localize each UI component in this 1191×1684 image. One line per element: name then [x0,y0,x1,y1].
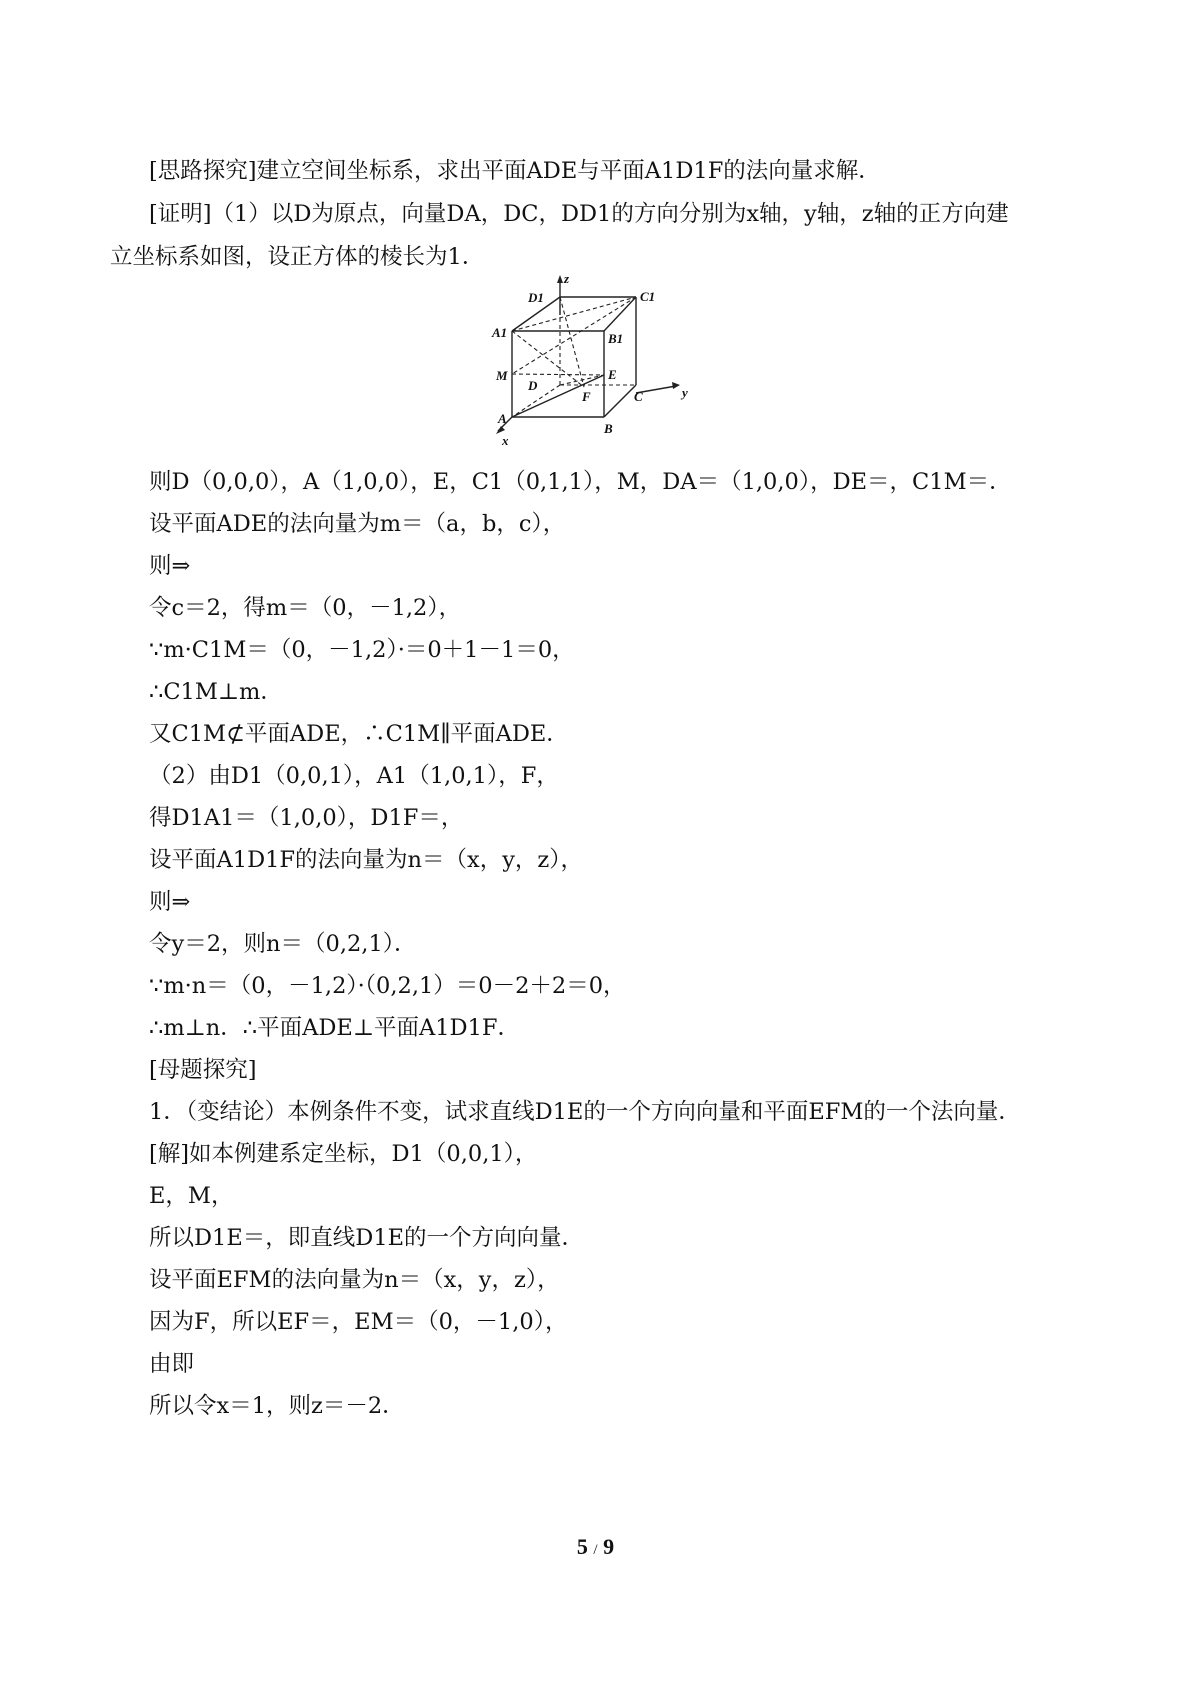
text-line: 由即 [149,1351,195,1377]
text-line: 1．（变结论）本例条件不变，试求直线D1E的一个方向向量和平面EFM的一个法向量． [149,1099,1021,1125]
text-line: 设平面ADE的法向量为m＝（a，b，c）， [149,511,566,537]
text-line: ∵m·n＝（0，－1,2）·（0,2,1）＝0－2＋2＝0， [149,973,626,999]
page-slash: / [593,1542,598,1558]
seg-de [560,375,604,385]
label-m: M [496,368,508,383]
text-line: 所以令x＝1，则z＝－2． [149,1393,405,1419]
label-x: x [502,433,509,448]
text-line: （2）由D1（0,0,1），A1（1,0,1），F， [149,763,559,789]
text-line: 得D1A1＝（1,0,0），D1F＝， [149,805,464,831]
label-c1: C1 [640,289,656,304]
text-line: 令c＝2，得m＝（0，－1,2）， [149,595,462,621]
text-line: E，M， [149,1183,234,1209]
text-line: ∵m·C1M＝（0，－1,2）·＝0＋1－1＝0， [149,637,575,663]
seg-a1f [512,331,584,387]
label-a: A [498,411,507,426]
label-c: C [634,389,643,404]
label-z: z [564,271,570,286]
edge-c1b1 [604,297,636,331]
page-number [0,1534,1191,1560]
label-b: B [604,421,613,436]
cube-figure [492,271,724,483]
label-d: D [528,378,538,393]
text-line: 又C1M⊄平面ADE，∴C1M∥平面ADE． [149,721,569,747]
text-line: 则D（0,0,0），A（1,0,0），E，C1（0,1,1），M，DA＝（1,0,0），DE＝，C1M＝． [149,469,1012,495]
label-a1: A1 [492,325,508,340]
text-line: 立坐标系如图，设正方体的棱长为1． [110,244,485,270]
text-line: 因为F，所以EF＝，EM＝（0，－1,0）， [149,1309,568,1335]
text-line: [思路探究]建立空间坐标系，求出平面ADE与平面A1D1F的法向量求解． [149,158,881,184]
text-line: 所以D1E＝，即直线D1E的一个方向向量． [149,1225,585,1251]
text-line: ∴C1M⊥m． [149,679,283,705]
text-line: ∴m⊥n．∴平面ADE⊥平面A1D1F． [149,1015,521,1041]
label-d1: D1 [528,290,544,305]
text-line: [证明]（1）以D为原点，向量DA，DC，DD1的方向分别为x轴，y轴，z轴的正方向建 [149,201,1009,227]
text-line: 则⇒ [149,889,191,915]
text-line: [解]如本例建系定坐标，D1（0,0,1）， [149,1141,538,1167]
text-line: [母题探究] [149,1057,257,1083]
page-current: 5 [576,1534,588,1559]
label-f: F [582,389,591,404]
label-b1: B1 [608,331,624,346]
text-line: 则⇒ [149,553,191,579]
seg-me [512,374,604,375]
edge-bc [604,385,636,417]
label-y: y [682,385,688,400]
label-e: E [608,367,617,382]
y-axis-arrow [672,382,680,389]
page-total: 9 [603,1534,615,1559]
z-axis-arrow [557,275,563,283]
text-line: 设平面A1D1F的法向量为n＝（x，y，z）， [149,847,584,873]
text-line: 设平面EFM的法向量为n＝（x，y，z）， [149,1267,560,1293]
text-line: 令y＝2，则n＝（0,2,1）． [149,931,417,957]
